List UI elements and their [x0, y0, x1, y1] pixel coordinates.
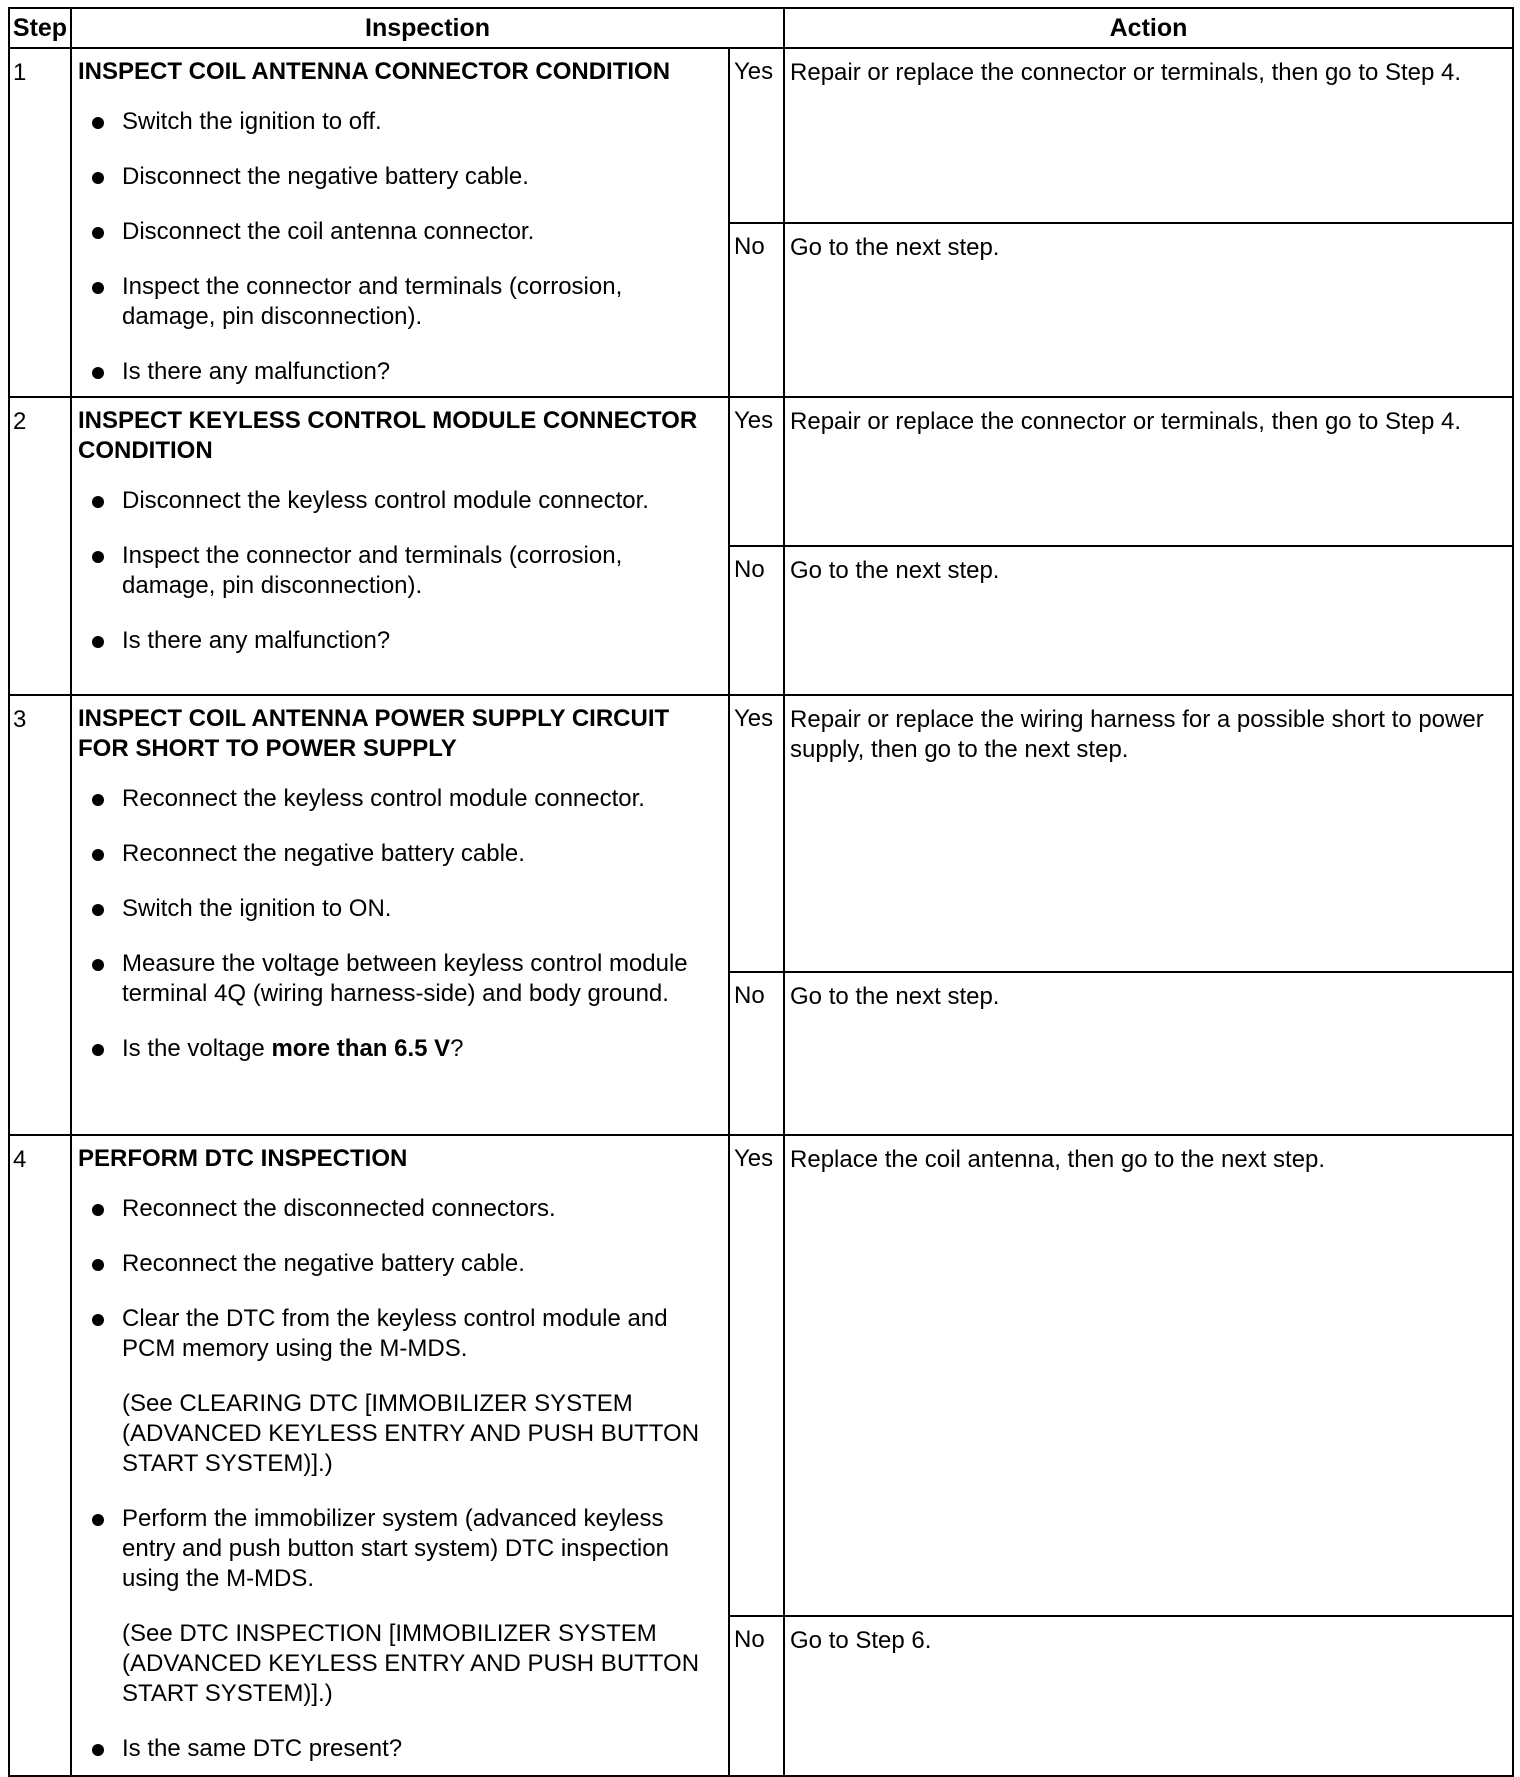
step-title: PERFORM DTC INSPECTION [78, 1145, 408, 1172]
step-1-yes-row [9, 48, 1513, 223]
yes-label: Yes [729, 48, 784, 223]
no-action: Go to the next step. [784, 972, 1513, 1135]
yes-label: Yes [729, 1135, 784, 1616]
step-item [122, 1034, 720, 1064]
yes-action: Repair or replace the wiring harness for a possible short to power supply, then go to the next step. [784, 695, 1513, 972]
step-item: Reconnect the negative battery cable. [122, 1249, 720, 1279]
header-action: Action [784, 8, 1513, 48]
step-item-bold: more than 6.5 V [271, 1035, 451, 1062]
step-item: Reconnect the disconnected connectors. [122, 1194, 720, 1224]
step-1-inspection [71, 48, 729, 397]
step-number: 3 [9, 695, 71, 1135]
no-label: No [729, 223, 784, 397]
step-items [78, 107, 720, 387]
header-inspection: Inspection [71, 8, 784, 48]
step-4-yes-row [9, 1135, 1513, 1616]
step-item: Inspect the connector and terminals (corrosion, damage, pin disconnection). [122, 541, 720, 601]
no-action: Go to the next step. [784, 546, 1513, 695]
step-title: INSPECT COIL ANTENNA POWER SUPPLY CIRCUIT FOR SHORT TO POWER SUPPLY [78, 705, 670, 762]
step-item-prefix: Is the voltage [122, 1035, 272, 1062]
yes-label: Yes [729, 397, 784, 546]
yes-action: Repair or replace the connector or terminals, then go to Step 4. [784, 48, 1513, 223]
no-label: No [729, 546, 784, 695]
step-item: Disconnect the negative battery cable. [122, 162, 720, 192]
no-action: Go to the next step. [784, 223, 1513, 397]
step-title: INSPECT COIL ANTENNA CONNECTOR CONDITION [78, 58, 671, 85]
step-title: INSPECT KEYLESS CONTROL MODULE CONNECTOR CONDITION [78, 407, 698, 464]
step-3-yes-row [9, 695, 1513, 972]
step-item: Switch the ignition to ON. [122, 894, 720, 924]
step-item: Is there any malfunction? [122, 357, 720, 387]
step-note: (See DTC INSPECTION [IMMOBILIZER SYSTEM (ADVANCED KEYLESS ENTRY AND PUSH BUTTON START SYSTEM)].) [122, 1620, 700, 1707]
step-number: 2 [9, 397, 71, 695]
step-item: Reconnect the negative battery cable. [122, 839, 720, 869]
diagnostic-table [8, 7, 1514, 1777]
no-label: No [729, 1616, 784, 1776]
step-items [78, 1194, 720, 1764]
yes-action: Replace the coil antenna, then go to the next step. [784, 1135, 1513, 1616]
no-action: Go to Step 6. [784, 1616, 1513, 1776]
yes-action: Repair or replace the connector or terminals, then go to Step 4. [784, 397, 1513, 546]
step-3-inspection [71, 695, 729, 1135]
no-label: No [729, 972, 784, 1135]
step-2-inspection [71, 397, 729, 695]
step-item: Clear the DTC from the keyless control module and PCM memory using the M-MDS. [122, 1304, 720, 1364]
step-note: (See CLEARING DTC [IMMOBILIZER SYSTEM (ADVANCED KEYLESS ENTRY AND PUSH BUTTON START SYSTEM)].) [122, 1390, 700, 1477]
step-item: Inspect the connector and terminals (corrosion, damage, pin disconnection). [122, 272, 720, 332]
step-number: 4 [9, 1135, 71, 1776]
step-2-yes-row [9, 397, 1513, 546]
step-item: Reconnect the keyless control module connector. [122, 784, 720, 814]
step-4-inspection [71, 1135, 729, 1776]
step-item: Switch the ignition to off. [122, 107, 720, 137]
header-step: Step [9, 8, 71, 48]
step-item: Measure the voltage between keyless control module terminal 4Q (wiring harness-side) and body ground. [122, 949, 720, 1009]
step-item-suffix: ? [450, 1035, 464, 1062]
step-items [78, 784, 720, 1064]
step-items [78, 486, 720, 656]
step-item: Is the same DTC present? [122, 1734, 720, 1764]
yes-label: Yes [729, 695, 784, 972]
step-item: Disconnect the coil antenna connector. [122, 217, 720, 247]
step-item: Perform the immobilizer system (advanced keyless entry and push button start system) DTC inspection using the M-MDS. [122, 1504, 720, 1594]
header-row [9, 8, 1513, 48]
step-item: Disconnect the keyless control module connector. [122, 486, 720, 516]
step-number: 1 [9, 48, 71, 397]
step-item: Is there any malfunction? [122, 626, 720, 656]
